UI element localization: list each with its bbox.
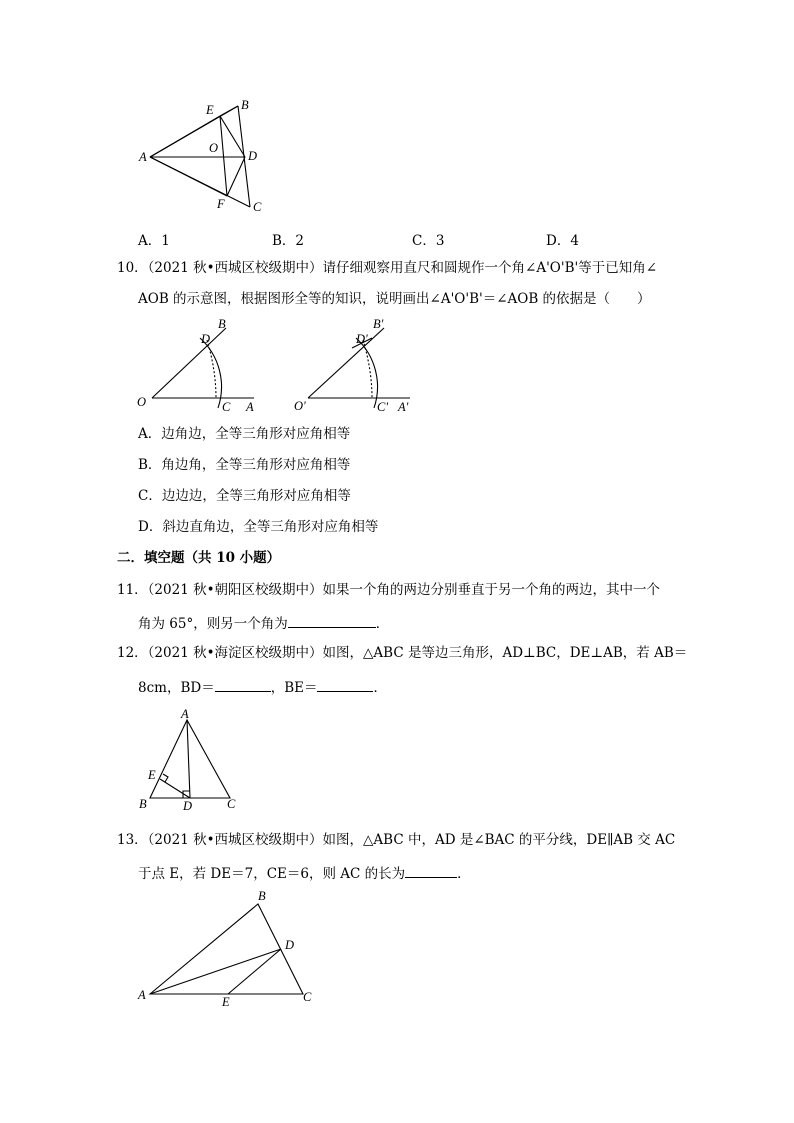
- q13-text-post: ．: [457, 866, 471, 882]
- q10-label-D-prime: D': [356, 332, 368, 346]
- q10-label-B: B: [218, 317, 226, 331]
- q12-label-A: A: [181, 707, 189, 721]
- q10-label-D: D: [201, 332, 211, 346]
- q13-text-line1: 13．（2021 秋•西城区校级期中）如图，△ABC 中，AD 是∠BAC 的平分线，DE∥AB 交 AC: [117, 832, 676, 848]
- q13-label-C: C: [303, 990, 312, 1004]
- q12-label-B: B: [139, 797, 147, 811]
- label-D: D: [248, 149, 258, 163]
- q9-option-d[interactable]: D．4: [546, 233, 579, 249]
- q13-label-D: D: [285, 938, 295, 952]
- label-E: E: [206, 103, 214, 117]
- q10-label-B-prime: B': [373, 317, 384, 331]
- q10-text-line2: AOB 的示意图，根据图形全等的知识，说明画出∠A'O'B'＝∠AOB 的依据是（ ）: [138, 291, 651, 307]
- q10-label-A-prime: A': [398, 400, 409, 414]
- q11-text-post: ．: [375, 616, 390, 632]
- q12-label-E: E: [148, 768, 156, 782]
- q12-label-D: D: [183, 799, 193, 813]
- q10-label-A: A: [246, 400, 254, 414]
- label-C: C: [253, 200, 262, 214]
- q13-text-pre: 于点 E，若 DE＝7，CE＝6，则 AC 的长为: [138, 866, 406, 882]
- q13-label-A: A: [138, 988, 146, 1002]
- q10-option-a[interactable]: A．边角边，全等三角形对应角相等: [138, 426, 351, 442]
- q11-text-pre: 角为 65°，则另一个角为: [138, 616, 288, 632]
- label-F: F: [217, 197, 225, 211]
- q10-label-O: O: [137, 395, 147, 409]
- q10-label-C-prime: C': [377, 400, 389, 414]
- q12-text-c: ．: [373, 680, 387, 696]
- q12-text-b: ，BE＝: [270, 680, 318, 696]
- q10-label-C: C: [222, 400, 231, 414]
- label-B: B: [241, 98, 249, 112]
- q12-text-a: 8cm，BD＝: [138, 680, 215, 696]
- q10-option-c[interactable]: C．边边边，全等三角形对应角相等: [138, 488, 351, 504]
- section-heading-fill-in: 二．填空题（共 10 小题）: [117, 550, 281, 566]
- label-A: A: [139, 150, 147, 164]
- q9-option-a[interactable]: A．1: [138, 233, 170, 249]
- q12-text-line1: 12．（2021 秋•海淀区校级期中）如图，△ABC 是等边三角形，AD⊥BC，DE⊥AB，若 AB＝: [117, 645, 688, 661]
- q10-option-b[interactable]: B．角边角，全等三角形对应角相等: [138, 457, 351, 473]
- label-O: O: [209, 141, 219, 155]
- q10-label-O-prime: O': [294, 399, 306, 413]
- q12-label-C: C: [227, 797, 236, 811]
- q13-label-E: E: [222, 995, 230, 1009]
- q10-option-d[interactable]: D．斜边直角边，全等三角形对应角相等: [138, 519, 379, 535]
- q9-option-b[interactable]: B．2: [272, 233, 305, 249]
- q11-text-line1: 11．（2021 秋•朝阳区校级期中）如果一个角的两边分别垂直于另一个角的两边，其中一个: [117, 582, 661, 598]
- q13-label-B: B: [258, 889, 266, 903]
- q10-text-line1: 10．（2021 秋•西城区校级期中）请仔细观察用直尺和圆规作一个角∠A'O'B'等于已知角∠: [117, 260, 658, 276]
- q9-option-c[interactable]: C．3: [412, 233, 445, 249]
